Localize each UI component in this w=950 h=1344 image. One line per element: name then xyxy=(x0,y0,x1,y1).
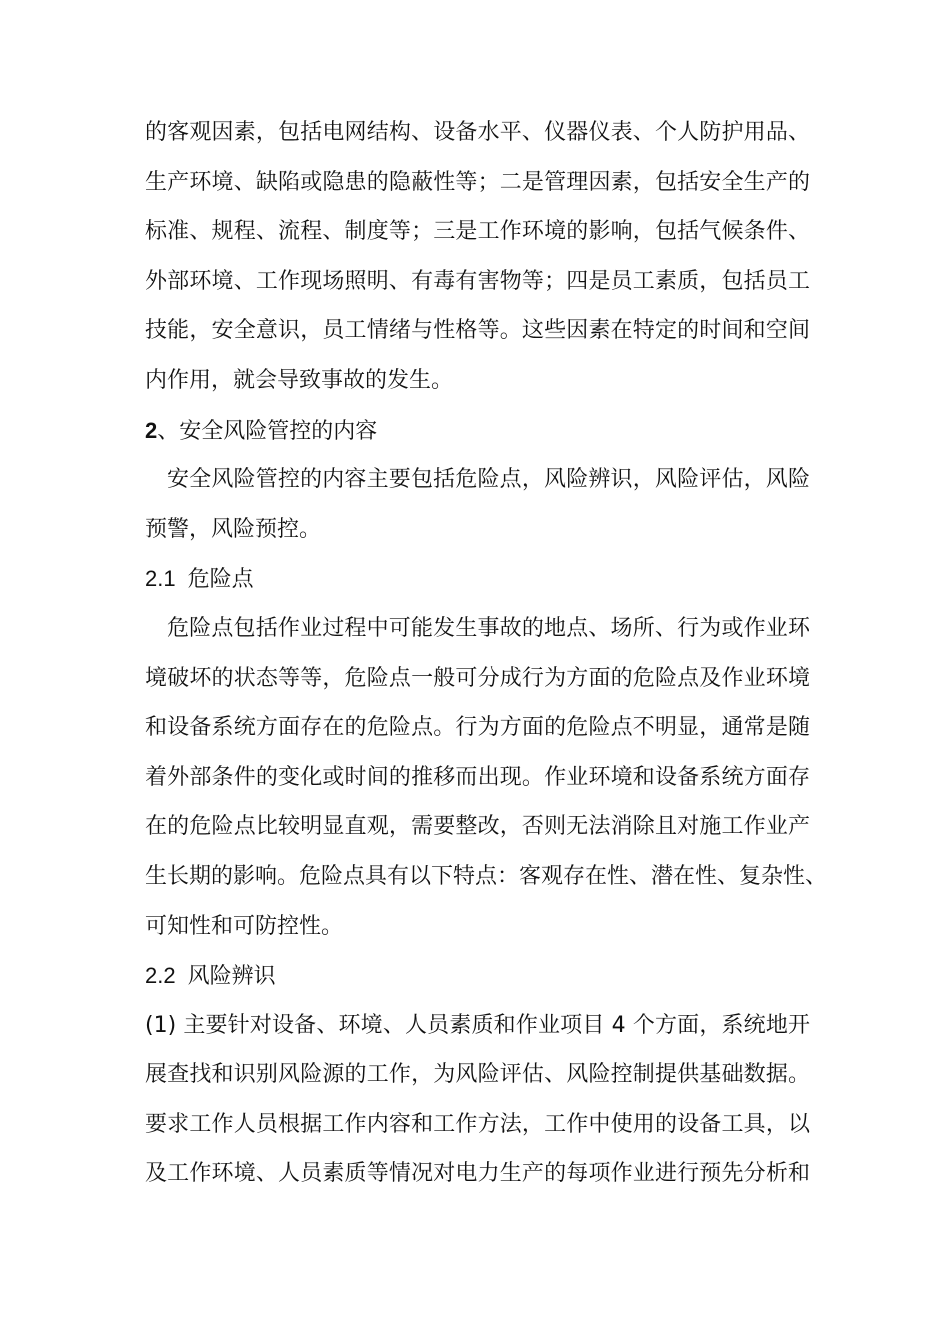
text-line: 在的危险点比较明显直观，需要整改，否则无法消除且对施工作业产 xyxy=(145,814,810,840)
text-line: 要求工作人员根据工作内容和工作方法，工作中使用的设备工具，以 xyxy=(145,1111,810,1137)
text-line: 生产环境、缺陷或隐患的隐蔽性等；二是管理因素，包括安全生产的 xyxy=(145,169,810,195)
subsection-heading xyxy=(145,951,810,1001)
text-line: 可知性和可防控性。 xyxy=(145,913,344,939)
text-line: 内作用，就会导致事故的发生。 xyxy=(145,367,454,393)
paragraph-risk-factors xyxy=(145,108,810,406)
subsection-title: 风险辨识 xyxy=(187,964,276,990)
text-line: 着外部条件的变化或时间的推移而出现。作业环境和设备系统方面存 xyxy=(145,764,810,790)
subsection-heading xyxy=(145,554,810,604)
text-line: 安全风险管控的内容主要包括危险点，风险辨识，风险评估，风险 xyxy=(167,467,810,493)
section-number: 2 xyxy=(145,417,158,443)
text-line: 及工作环境、人员素质等情况对电力生产的每项作业进行预先分析和 xyxy=(145,1161,810,1187)
text-line: 技能，安全意识，员工情绪与性格等。这些因素在特定的时间和空间 xyxy=(145,318,810,344)
section-title: 、安全风险管控的内容 xyxy=(157,418,378,444)
paragraph-risk-identification xyxy=(145,1001,810,1199)
text-line: 生长期的影响。危险点具有以下特点：客观存在性、潜在性、复杂性、 xyxy=(145,863,828,889)
text-line: 预警，风险预控。 xyxy=(145,516,322,542)
text-line: 和设备系统方面存在的危险点。行为方面的危险点不明显，通常是随 xyxy=(145,715,810,741)
text-line: 外部环境、工作现场照明、有毒有害物等；四是员工素质，包括员工 xyxy=(145,268,810,294)
subsection-title: 危险点 xyxy=(187,567,254,593)
subsection-number: 2.1 xyxy=(145,566,176,592)
section-heading xyxy=(145,406,810,456)
paragraph-control-content xyxy=(145,455,810,554)
text-line: 危险点包括作业过程中可能发生事故的地点、场所、行为或作业环 xyxy=(167,615,810,641)
subsection-number: 2.2 xyxy=(145,963,176,989)
text-line: (1) 主要针对设备、环境、人员素质和作业项目 4 个方面，系统地开 xyxy=(145,1012,810,1038)
text-line: 境破坏的状态等等，危险点一般可分成行为方面的危险点及作业环境 xyxy=(145,665,810,691)
document-body xyxy=(145,108,828,1199)
text-line: 标准、规程、流程、制度等；三是工作环境的影响，包括气候条件、 xyxy=(145,219,810,245)
text-line: 的客观因素，包括电网结构、设备水平、仪器仪表、个人防护用品、 xyxy=(145,120,810,145)
paragraph-danger-points xyxy=(145,604,828,951)
text-line: 展查找和识别风险源的工作，为风险评估、风险控制提供基础数据。 xyxy=(145,1062,810,1088)
